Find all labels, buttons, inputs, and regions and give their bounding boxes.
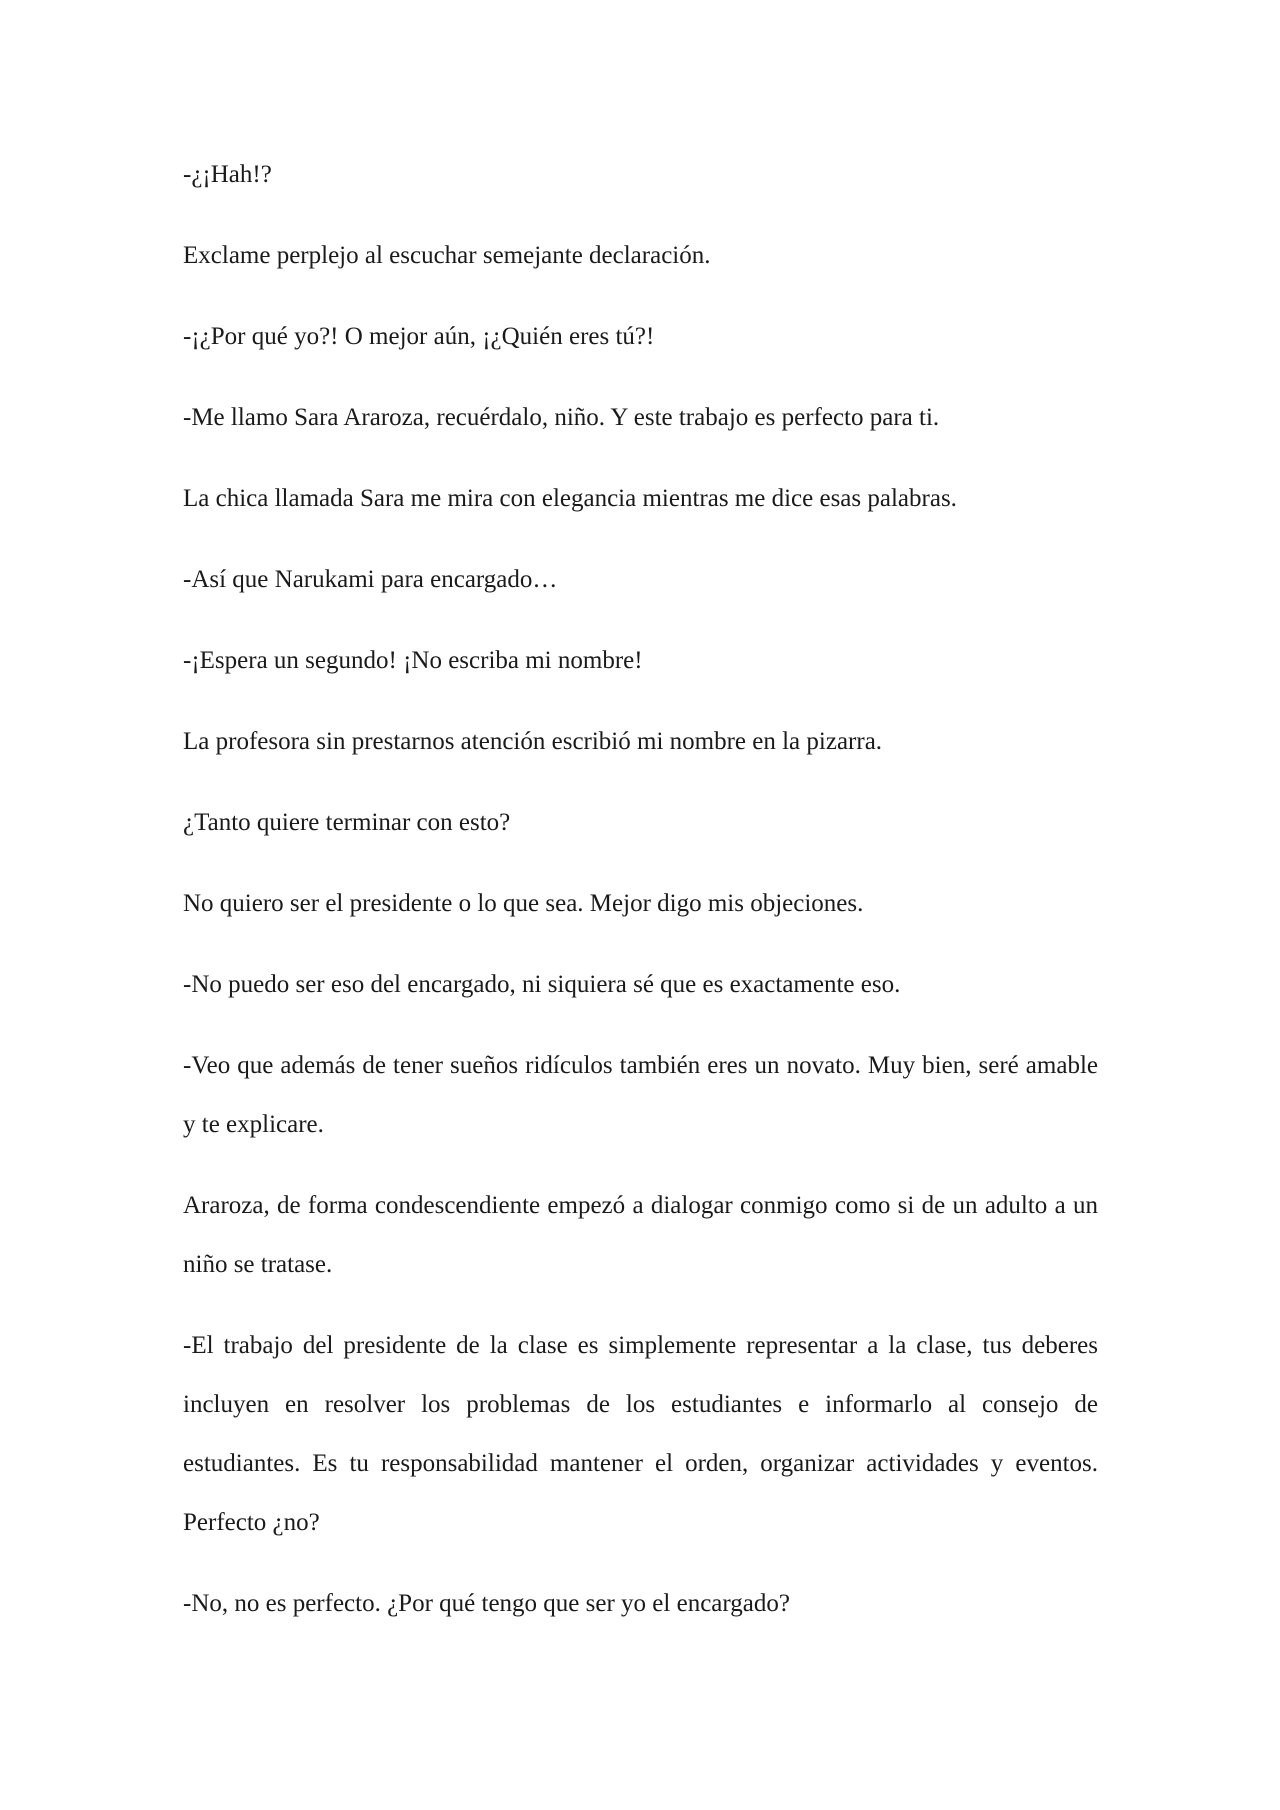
paragraph: -Me llamo Sara Araroza, recuérdalo, niño. Y este trabajo es perfecto para ti. [183, 404, 940, 431]
paragraph: -Así que Narukami para encargado… [183, 566, 558, 593]
document-body [183, 145, 1098, 1633]
paragraph: -¿¡Hah!? [183, 161, 272, 188]
paragraph: La chica llamada Sara me mira con elegancia mientras me dice esas palabras. [183, 485, 957, 512]
paragraph: -¡Espera un segundo! ¡No escriba mi nombre! [183, 647, 643, 674]
paragraph: -El trabajo del presidente de la clase es simplemente representar a la clase, tus deberes incluyen en resolver los problemas de los estudiantes e informarlo al consejo de estudiantes. Es tu responsabilidad mantener el orden, organizar actividades y eventos. Perfecto ¿no? [183, 1332, 1098, 1536]
paragraph: ¿Tanto quiere terminar con esto? [183, 809, 511, 836]
paragraph: Exclame perplejo al escuchar semejante declaración. [183, 242, 711, 269]
paragraph: -Veo que además de tener sueños ridículos también eres un novato. Muy bien, seré amable y te explicare. [183, 1052, 1098, 1138]
paragraph: La profesora sin prestarnos atención escribió mi nombre en la pizarra. [183, 728, 883, 755]
paragraph: Araroza, de forma condescendiente empezó a dialogar conmigo como si de un adulto a un niño se tratase. [183, 1192, 1098, 1278]
paragraph: -No, no es perfecto. ¿Por qué tengo que ser yo el encargado? [183, 1590, 790, 1617]
paragraph: -No puedo ser eso del encargado, ni siquiera sé que es exactamente eso. [183, 971, 901, 998]
paragraph: No quiero ser el presidente o lo que sea. Mejor digo mis objeciones. [183, 890, 864, 917]
paragraph: -¡¿Por qué yo?! O mejor aún, ¡¿Quién eres tú?! [183, 323, 655, 350]
